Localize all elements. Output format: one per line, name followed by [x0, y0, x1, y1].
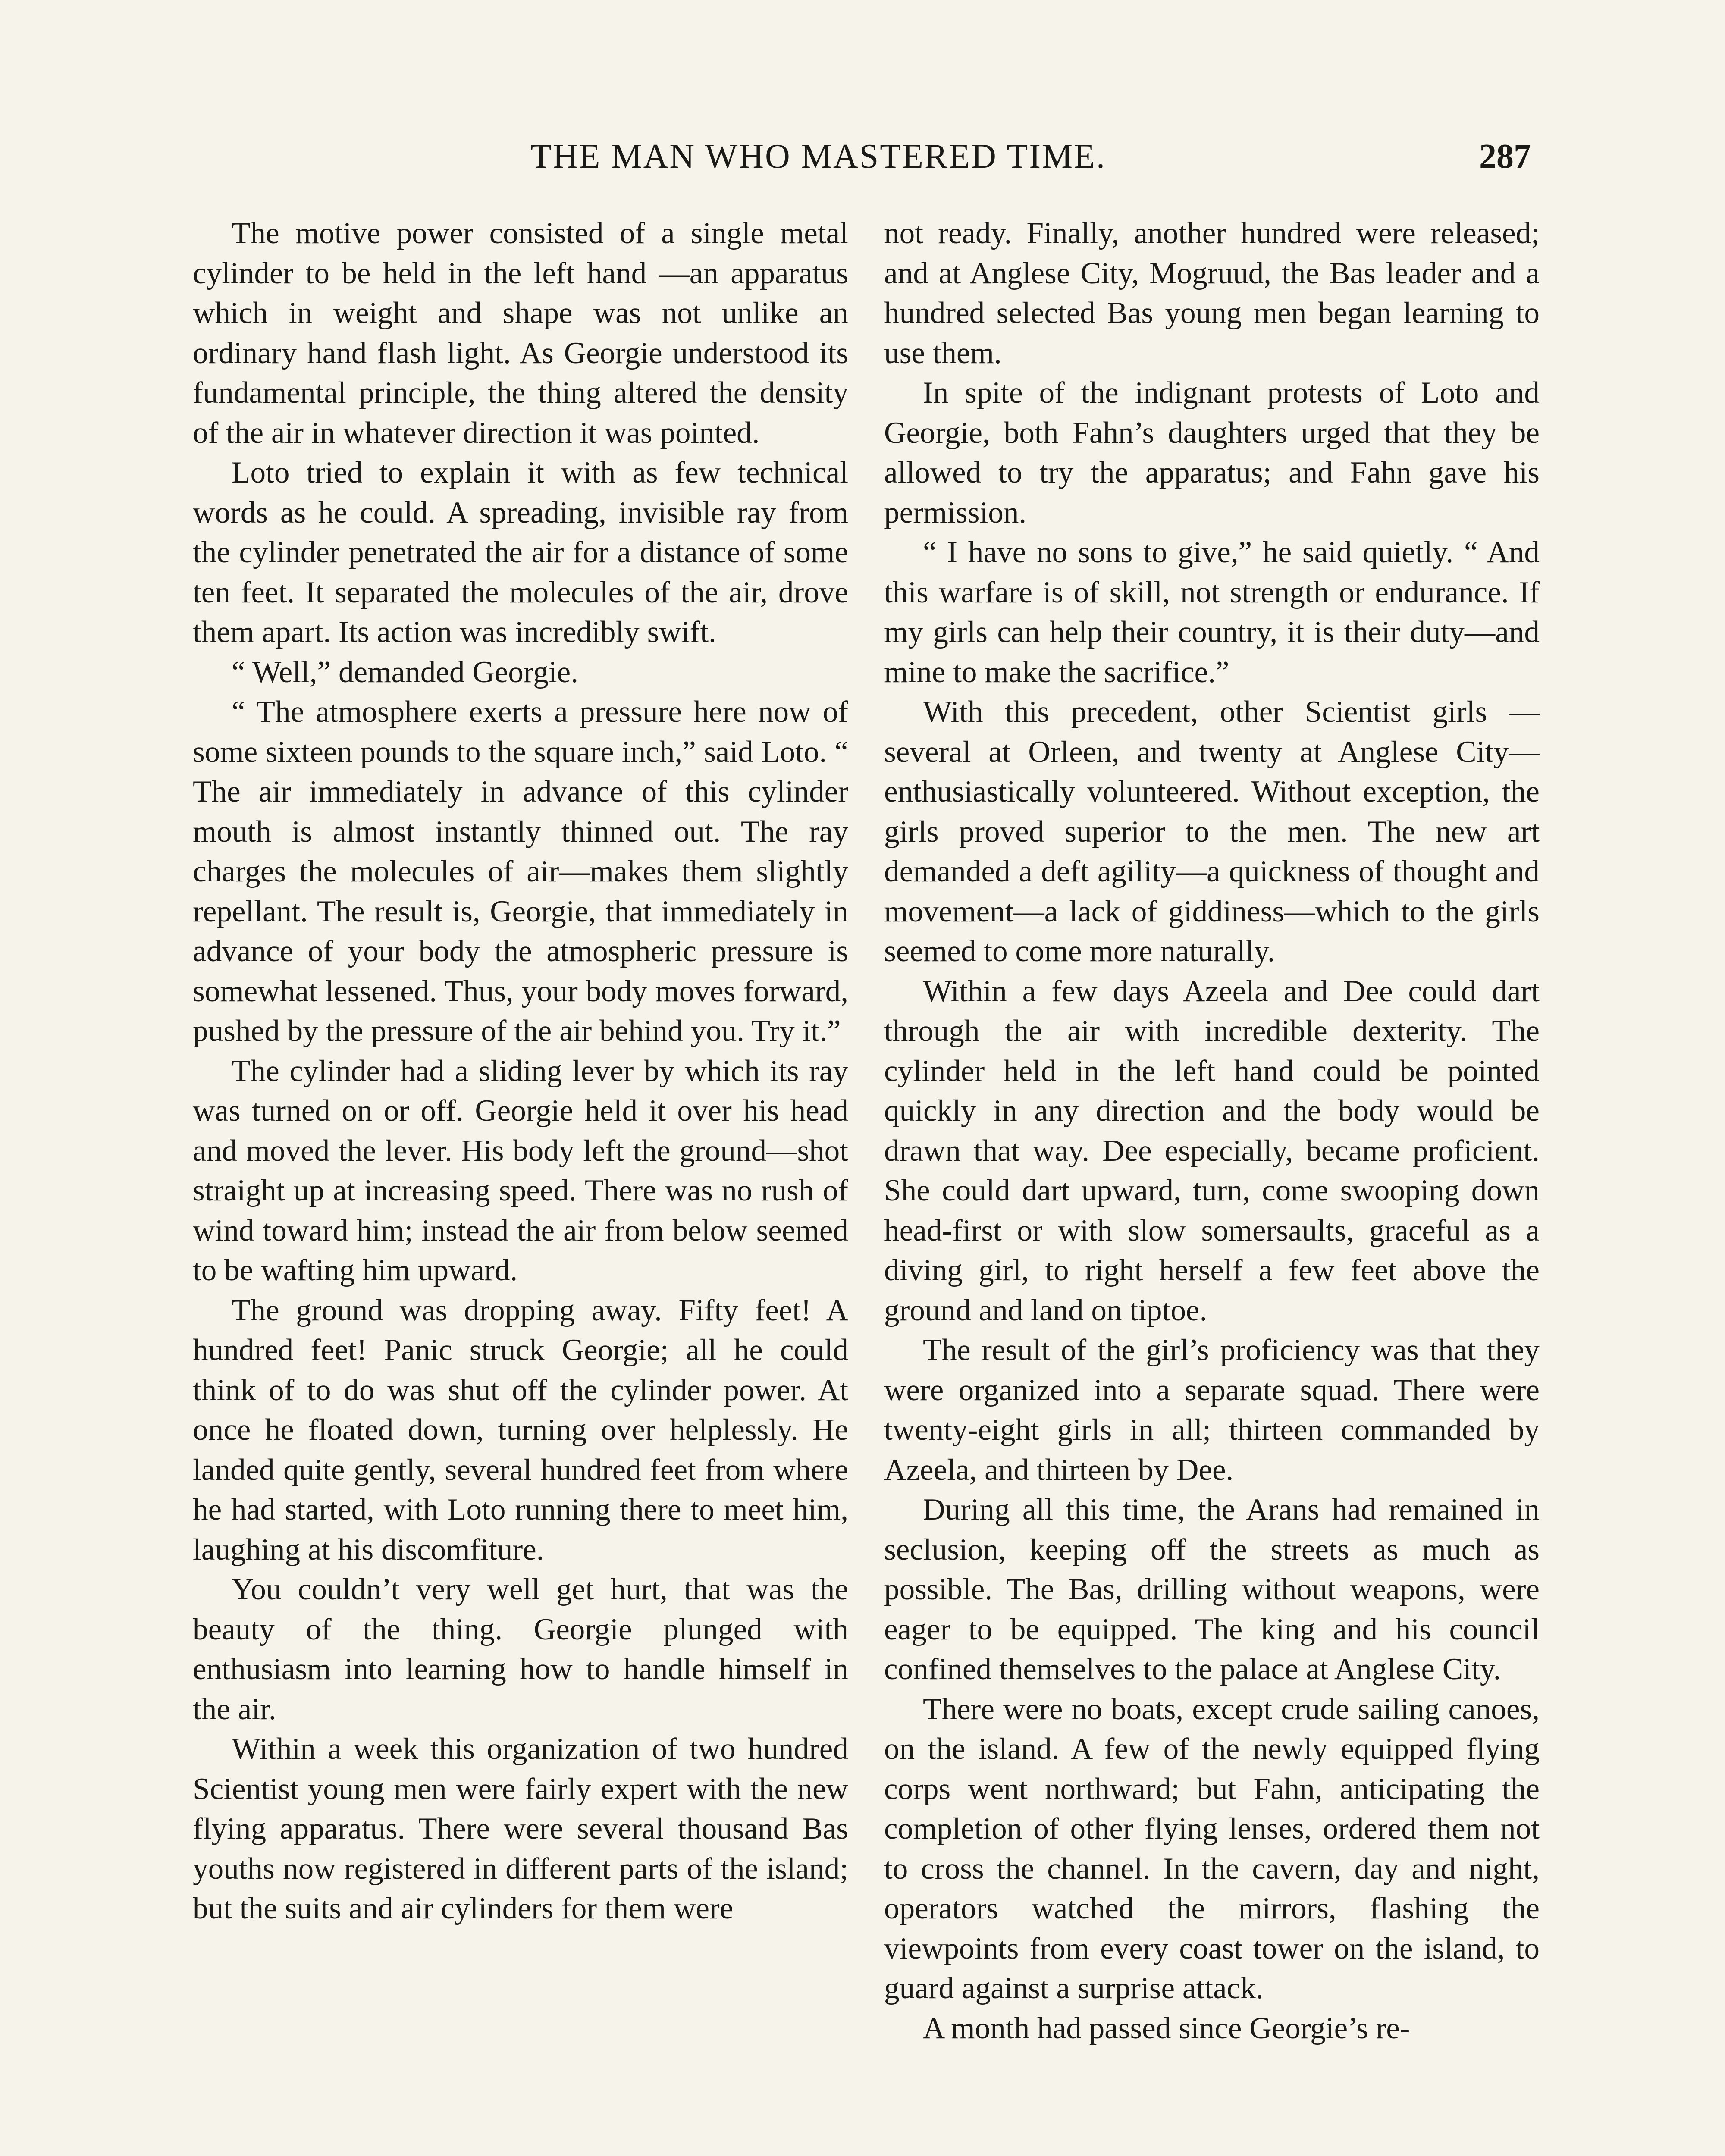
paragraph: “ Well,” demanded Georgie. [232, 655, 579, 689]
paragraph: “ I have no sons to give,” he said quietly. “ And this warfare is of skill, not strength or endurance. If my girls can help their country, it is their duty—and mine to make the sacrifice.” [884, 536, 1540, 689]
paragraph: Within a few days Azeela and Dee could dart through the air with incredible dexterity. The cylinder held in the left hand could be pointed quickly in any direction and the body would be drawn that way. Dee especially, became proficient. She could dart upward, turn, come swooping down head-first or with slow somersaults, graceful as a diving girl, to right herself a few feet above the ground and land on tiptoe. [884, 974, 1540, 1327]
paragraph: During all this time, the Arans had remained in seclusion, keeping off the streets as much as possible. The Bas, drilling without weapons, were eager to be equipped. The king and his council confined themselves to the palace at Anglese City. [884, 1493, 1540, 1686]
paragraph: The result of the girl’s proficiency was that they were organized into a separate squad. There were twenty-eight girls in all; thirteen commanded by Azeela, and thirteen by Dee. [884, 1333, 1540, 1487]
text-column-left [193, 213, 848, 1929]
paragraph: Within a week this organization of two hundred Scientist young men were fairly expert with the new flying apparatus. There were several thousand Bas youths now registered in different parts of the island; but the suits and air cylinders for them were [193, 1732, 848, 1925]
paragraph: With this precedent, other Scientist girls —several at Orleen, and twenty at Anglese City—enthusiastically volunteered. Without exception, the girls proved superior to the men. The new art demanded a deft agility—a quickness of thought and movement—a lack of giddiness—which to the girls seemed to come more naturally. [884, 695, 1540, 968]
paragraph: The ground was dropping away. Fifty feet! A hundred feet! Panic struck Georgie; all he could think of to do was shut off the cylinder power. At once he floated down, turning over helplessly. He landed quite gently, several hundred feet from where he had started, with Loto running there to meet him, laughing at his discomfiture. [193, 1293, 848, 1567]
paragraph: There were no boats, except crude sailing canoes, on the island. A few of the newly equipped flying corps went northward; but Fahn, anticipating the completion of other flying lenses, ordered them not to cross the channel. In the cavern, day and night, operators watched the mirrors, flashing the viewpoints from every coast tower on the island, to guard against a surprise attack. [884, 1692, 1540, 2005]
continued-paragraph: not ready. Finally, another hundred were released; and at Anglese City, Mogruud, the Bas leader and a hundred selected Bas young men began learning to use them. [884, 216, 1540, 370]
text-column-right [884, 213, 1540, 2048]
paragraph: A month had passed since Georgie’s re- [923, 2011, 1410, 2045]
paragraph: You couldn’t very well get hurt, that was the beauty of the thing. Georgie plunged with enthusiasm into learning how to handle himself in the air. [193, 1573, 848, 1726]
page-number: 287 [1479, 138, 1531, 175]
paragraph: In spite of the indignant protests of Loto and Georgie, both Fahn’s daughters urged that they be allowed to try the apparatus; and Fahn gave his permission. [884, 376, 1540, 530]
paragraph: Loto tried to explain it with as few technical words as he could. A spreading, invisible ray from the cylinder penetrated the air for a distance of some ten feet. It separated the molecules of the air, drove them apart. Its action was incredibly swift. [193, 456, 848, 649]
paragraph: The motive power consisted of a single metal cylinder to be held in the left hand —an apparatus which in weight and shape was not unlike an ordinary hand flash light. As Georgie understood its fundamental principle, the thing altered the density of the air in whatever direction it was pointed. [193, 216, 848, 450]
paragraph: The cylinder had a sliding lever by which its ray was turned on or off. Georgie held it over his head and moved the lever. His body left the ground—shot straight up at increasing speed. There was no rush of wind toward him; instead the air from below seemed to be wafting him upward. [193, 1054, 848, 1287]
running-title: THE MAN WHO MASTERED TIME. [530, 138, 1106, 175]
paragraph: “ The atmosphere exerts a pressure here now of some sixteen pounds to the square inch,” said Loto. “ The air immediately in advance of this cylinder mouth is almost instantly thinned out. The ray charges the molecules of air—makes them slightly repellant. The result is, Georgie, that immediately in advance of your body the atmospheric pressure is somewhat lessened. Thus, your body moves forward, pushed by the pressure of the air behind you. Try it.” [193, 695, 848, 1048]
